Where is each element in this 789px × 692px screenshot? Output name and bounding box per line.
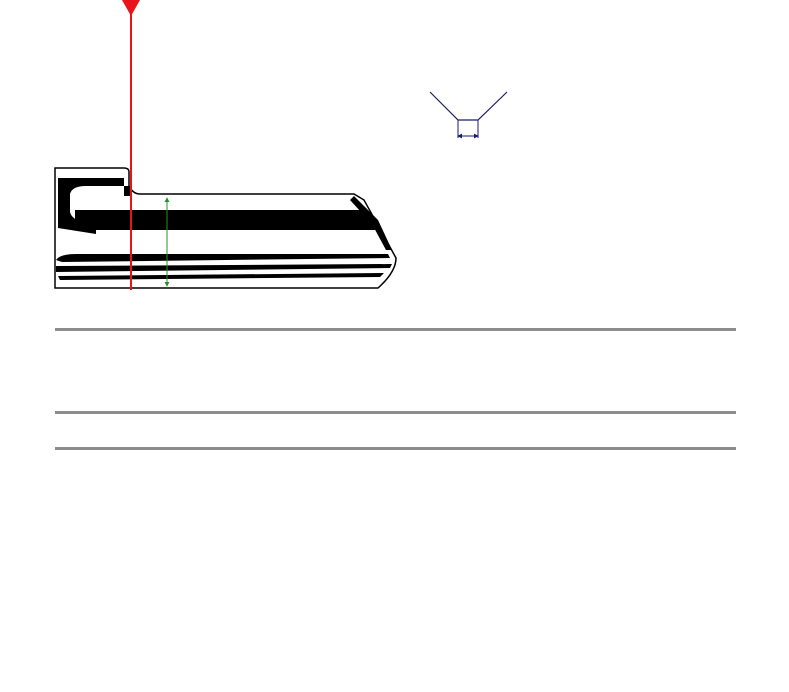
key-blank-profile	[55, 168, 396, 288]
key-cut-diagram	[0, 0, 789, 320]
section-divider	[55, 328, 736, 331]
section-divider	[55, 447, 736, 450]
reference-arrow-icon	[122, 0, 140, 16]
cut-angle-profile	[430, 92, 507, 138]
section-divider	[55, 411, 736, 414]
